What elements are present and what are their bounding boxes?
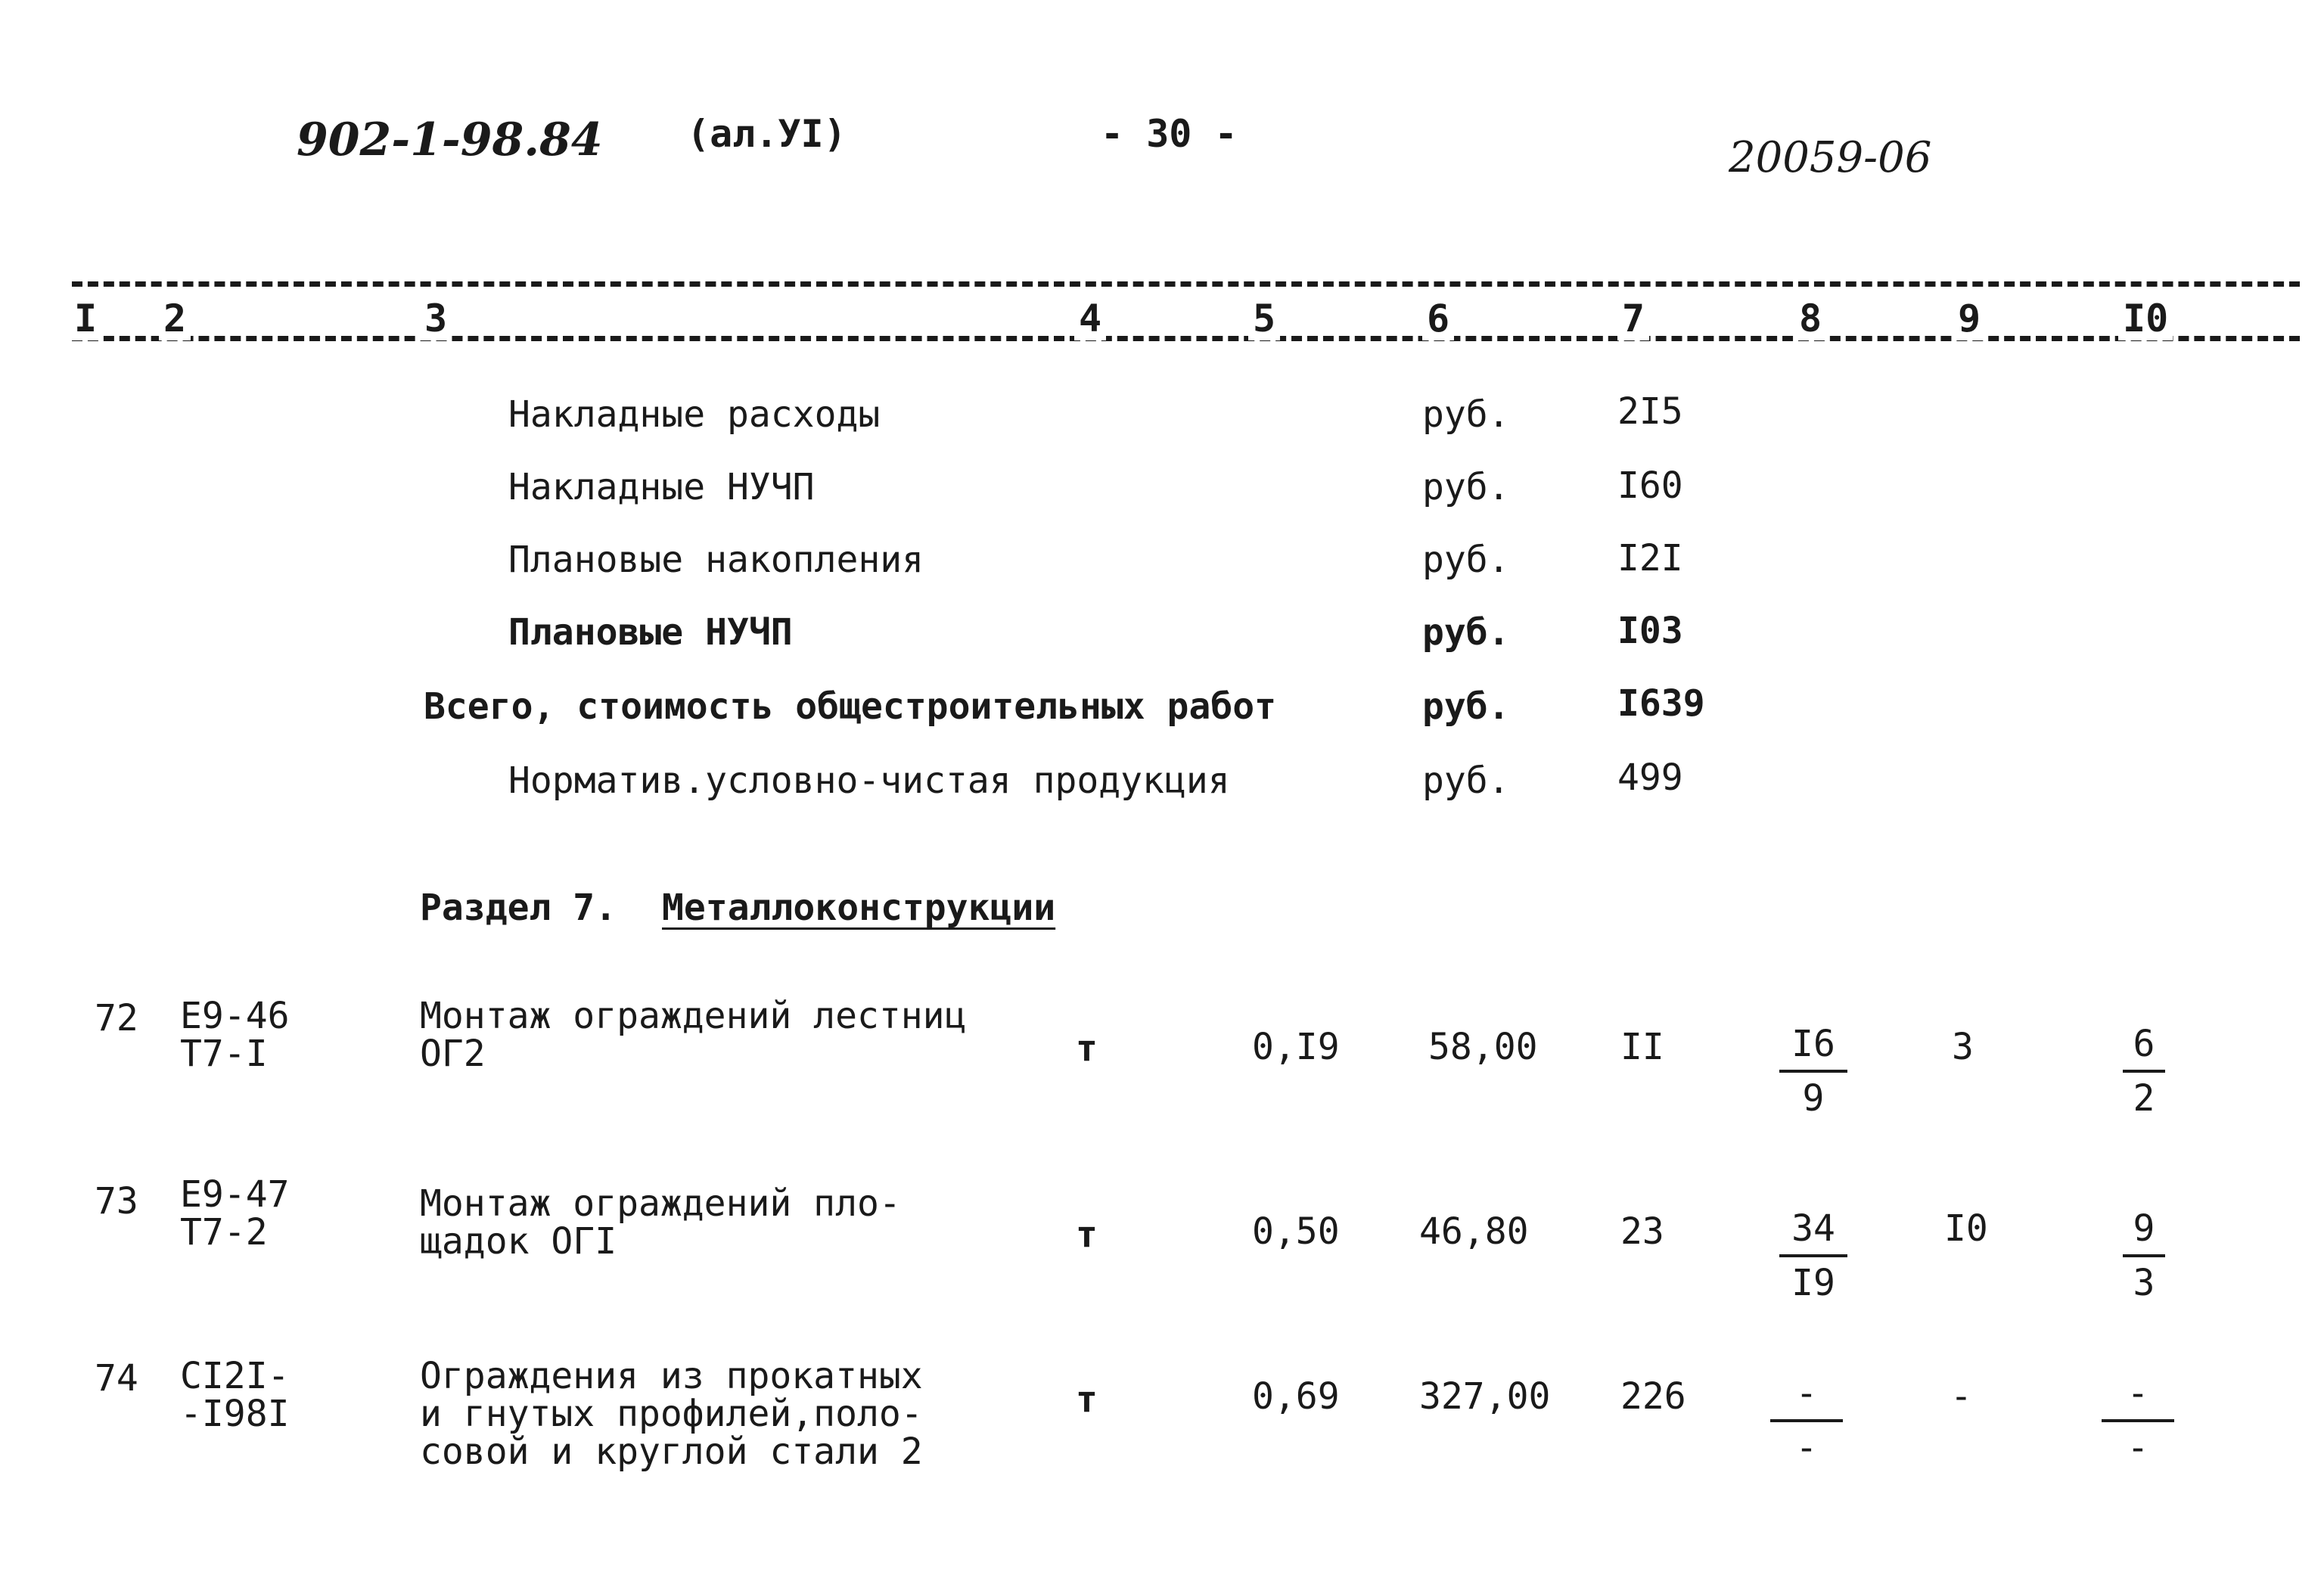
summary-row-value: 2I5 [1617,390,1683,433]
item-total: 226 [1620,1375,1686,1418]
fraction-denominator: 2 [2133,1077,2155,1120]
fraction-numerator: - [2102,1368,2174,1422]
column-number: I0 [2118,297,2173,340]
summary-row-name: Накладные НУЧП [508,466,815,508]
item-number: 72 [95,997,138,1039]
fraction-numerator: I6 [1779,1018,1847,1073]
summary-row-value: I2I [1617,537,1683,579]
item-col8-fraction [1770,1368,1843,1474]
column-number: 3 [420,297,452,340]
section-label: Раздел 7. [420,887,617,929]
summary-row-value: 499 [1617,756,1683,799]
column-number: 5 [1248,297,1280,340]
item-total: 23 [1620,1210,1664,1253]
item-col9: 3 [1952,1026,1974,1068]
column-number: 9 [1953,297,1985,340]
item-total: II [1620,1026,1664,1068]
section-title: Металлоконструкции [662,887,1056,929]
summary-row-value: I60 [1617,464,1683,507]
fraction-denominator: 9 [1802,1077,1825,1120]
summary-row-name: Накладные расходы [508,393,881,436]
item-col10-fraction [2123,1203,2165,1309]
fraction-numerator: 34 [1779,1203,1847,1257]
item-price: 58,00 [1428,1026,1538,1068]
item-col10-fraction [2102,1368,2174,1474]
item-quantity: 0,50 [1252,1210,1340,1253]
fraction-numerator: - [1770,1368,1843,1422]
item-number: 74 [95,1357,138,1400]
item-quantity: 0,69 [1252,1375,1340,1418]
column-number: 6 [1422,297,1454,340]
item-price: 46,80 [1419,1210,1529,1253]
summary-row-unit: руб. [1422,539,1510,581]
sheet-id: 20059-06 [1729,133,1932,182]
summary-total-value: I639 [1617,682,1705,725]
summary-row-name: Норматив.условно-чистая продукция [508,760,1230,802]
item-col9: I0 [1944,1207,1988,1250]
fraction-denominator: - [2127,1427,2149,1469]
summary-total-name: Всего, стоимость общестроительных работ [424,685,1277,728]
item-code: Е9-46 Т7-I [180,995,290,1075]
column-number: 2 [159,297,191,340]
column-number: 7 [1617,297,1649,340]
summary-row-name: Плановые НУЧП [508,611,793,654]
column-number: 4 [1074,297,1106,340]
item-unit: т [1076,1378,1098,1421]
fraction-denominator: - [1795,1427,1818,1469]
summary-row-unit: руб. [1422,466,1510,508]
item-number: 73 [95,1180,138,1222]
column-number: 8 [1794,297,1826,340]
fraction-numerator: 6 [2123,1018,2165,1073]
summary-row-unit: руб. [1422,393,1510,436]
fraction-numerator: 9 [2123,1203,2165,1257]
item-unit: т [1076,1213,1098,1256]
item-col10-fraction [2123,1018,2165,1124]
fraction-denominator: I9 [1791,1262,1835,1304]
summary-row-value: I03 [1617,610,1683,652]
column-number: I [70,297,101,340]
page-number: - 30 - [1101,112,1238,156]
summary-row-unit: руб. [1422,611,1510,654]
item-name: Монтаж ограждений лестниц ОГ2 [420,995,967,1075]
item-quantity: 0,I9 [1252,1026,1340,1068]
summary-row-name: Плановые накопления [508,539,924,581]
item-price: 327,00 [1419,1375,1551,1418]
header-rule-top [72,281,2300,287]
summary-row-unit: руб. [1422,760,1510,802]
item-code: Е9-47 Т7-2 [180,1173,290,1254]
item-col8-fraction [1779,1203,1847,1309]
item-col8-fraction [1779,1018,1847,1124]
item-code: СI2I- -I98I [180,1355,290,1435]
album-label: (ал.УI) [687,112,847,156]
summary-row-unit: руб. [1422,685,1510,728]
item-name: Монтаж ограждений пло- щадок ОГI [420,1182,901,1263]
item-name: Ограждения из прокатных и гнутых профилей,поло- совой и круглой стали 2 [420,1355,923,1473]
fraction-denominator: 3 [2133,1262,2155,1304]
item-col9: - [1950,1375,1972,1418]
document-code: 902-1-98.84 [297,113,603,166]
item-unit: т [1076,1027,1098,1070]
